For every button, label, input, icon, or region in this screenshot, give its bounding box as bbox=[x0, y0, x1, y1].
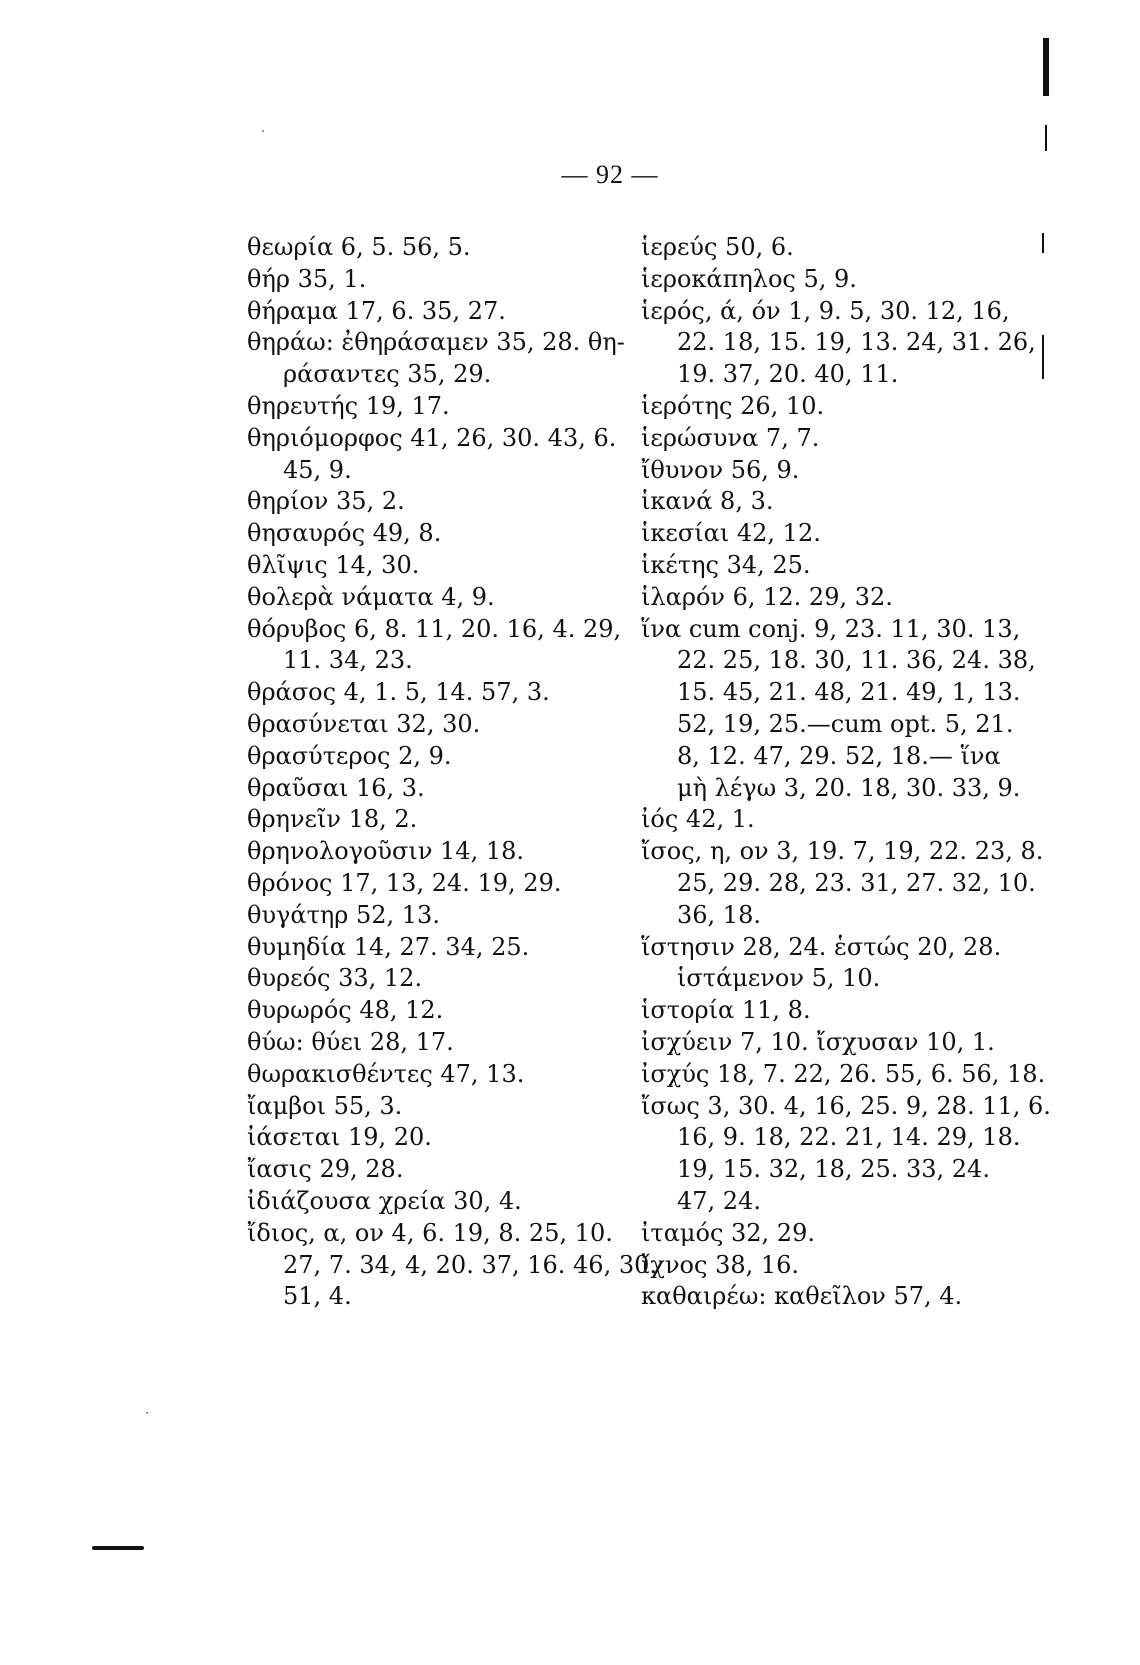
index-entry: θύω: θύει 28, 17. bbox=[247, 1027, 454, 1056]
index-entry: θρηνολογοῦσιν 14, 18. bbox=[247, 837, 524, 866]
index-entry: θηρευτής 19, 17. bbox=[247, 391, 450, 420]
index-entry: ἰδιάζουσα χρεία 30, 4. bbox=[247, 1186, 522, 1215]
index-entry: ἱερεύς 50, 6. bbox=[641, 233, 794, 261]
index-entry-continuation: 47, 24. bbox=[677, 1186, 761, 1215]
index-entry: ἴδιος, α, ον 4, 6. 19, 8. 25, 10. bbox=[247, 1218, 613, 1247]
scan-edge-mark bbox=[1042, 335, 1044, 379]
index-entry-continuation: 45, 9. bbox=[283, 455, 352, 484]
scan-edge-mark bbox=[1045, 125, 1047, 151]
index-entry: θρηνεῖν 18, 2. bbox=[247, 805, 418, 834]
index-entry-continuation: 25, 29. 28, 23. 31, 27. 32, 10. bbox=[677, 868, 1036, 897]
scan-edge-mark bbox=[1042, 233, 1044, 253]
index-entry: ἱερότης 26, 10. bbox=[641, 391, 825, 420]
index-entry-continuation: 51, 4. bbox=[283, 1282, 352, 1311]
index-entry: θραῦσαι 16, 3. bbox=[247, 773, 425, 802]
scan-speck bbox=[146, 1412, 148, 1414]
scan-dash-mark bbox=[92, 1546, 144, 1550]
index-entry: καθαιρέω: καθεῖλον 57, 4. bbox=[641, 1282, 963, 1311]
index-entry-continuation: 19, 15. 32, 18, 25. 33, 24. bbox=[677, 1155, 990, 1184]
index-entry-continuation: μὴ λέγω 3, 20. 18, 30. 33, 9. bbox=[677, 773, 1021, 802]
index-entry: θήρ 35, 1. bbox=[247, 264, 367, 293]
index-entry: θολερὰ νάματα 4, 9. bbox=[247, 582, 495, 611]
scan-edge-mark bbox=[1043, 38, 1049, 96]
index-entry-continuation: 22. 25, 18. 30, 11. 36, 24. 38, bbox=[677, 646, 1036, 675]
index-entry: ἰός 42, 1. bbox=[641, 805, 755, 834]
index-entry: θρασύτερος 2, 9. bbox=[247, 741, 452, 770]
index-entry: ἴσως 3, 30. 4, 16, 25. 9, 28. 11, 6. bbox=[641, 1091, 1051, 1120]
index-entry: ἰάσεται 19, 20. bbox=[247, 1123, 432, 1152]
index-entry: θόρυβος 6, 8. 11, 20. 16, 4. 29, bbox=[247, 614, 622, 643]
index-entry-continuation: 15. 45, 21. 48, 21. 49, 1, 13. bbox=[677, 678, 1021, 707]
index-entry: θυρεός 33, 12. bbox=[247, 964, 423, 993]
index-entry-continuation: 36, 18. bbox=[677, 900, 761, 929]
index-entry: ἱλαρόν 6, 12. 29, 32. bbox=[641, 582, 893, 611]
index-entry: θράσος 4, 1. 5, 14. 57, 3. bbox=[247, 678, 550, 707]
index-entry: θρόνος 17, 13, 24. 19, 29. bbox=[247, 868, 562, 897]
index-column-right bbox=[641, 232, 1051, 1313]
index-entry-continuation: 16, 9. 18, 22. 21, 14. 29, 18. bbox=[677, 1123, 1021, 1152]
index-entry: θλῖψις 14, 30. bbox=[247, 550, 420, 579]
index-entry: ἴθυνον 56, 9. bbox=[641, 455, 800, 484]
index-entry: ἱκανά 8, 3. bbox=[641, 487, 774, 516]
index-entry: ἰταμός 32, 29. bbox=[641, 1218, 815, 1247]
index-entry: ἰσχύειν 7, 10. ἴσχυσαν 10, 1. bbox=[641, 1027, 995, 1056]
index-column-left bbox=[247, 232, 658, 1313]
index-entry-continuation: ράσαντες 35, 29. bbox=[283, 360, 492, 389]
index-entry: ἱκέτης 34, 25. bbox=[641, 550, 811, 579]
index-entry: θησαυρός 49, 8. bbox=[247, 519, 442, 548]
index-entry: ἴσος, η, ον 3, 19. 7, 19, 22. 23, 8. bbox=[641, 837, 1044, 866]
index-entry: ἱκεσίαι 42, 12. bbox=[641, 519, 821, 548]
page-number: — 92 — bbox=[561, 160, 659, 189]
index-entry: θυρωρός 48, 12. bbox=[247, 996, 444, 1025]
index-entry: θηρίον 35, 2. bbox=[247, 487, 405, 516]
index-entry: ἵστησιν 28, 24. ἑστώς 20, 28. bbox=[641, 932, 1002, 961]
index-entry: ἱερώσυνα 7, 7. bbox=[641, 423, 820, 452]
index-entry: ἰσχύς 18, 7. 22, 26. 55, 6. 56, 18. bbox=[641, 1059, 1046, 1088]
index-entry: θρασύνεται 32, 30. bbox=[247, 709, 481, 738]
index-entry: ἱστορία 11, 8. bbox=[641, 996, 811, 1025]
index-entry: θηράω: ἐθηράσαμεν 35, 28. θη- bbox=[247, 328, 625, 357]
index-entry: ἴαμβοι 55, 3. bbox=[247, 1091, 403, 1120]
index-entry-continuation: 19. 37, 20. 40, 11. bbox=[677, 360, 899, 389]
index-entry-continuation: 27, 7. 34, 4, 20. 37, 16. 46, 30. bbox=[283, 1250, 658, 1279]
index-entry: θεωρία 6, 5. 56, 5. bbox=[247, 233, 471, 261]
index-entry: ἴχνος 38, 16. bbox=[641, 1250, 800, 1279]
index-entry: θήραμα 17, 6. 35, 27. bbox=[247, 296, 506, 325]
scan-speck bbox=[262, 130, 264, 132]
index-entry: θωρακισθέντες 47, 13. bbox=[247, 1059, 525, 1088]
index-entry: θηριόμορφος 41, 26, 30. 43, 6. bbox=[247, 423, 617, 452]
index-entry-continuation: 22. 18, 15. 19, 13. 24, 31. 26, bbox=[677, 328, 1036, 357]
index-entry-continuation: 11. 34, 23. bbox=[283, 646, 413, 675]
index-entry-continuation: 8, 12. 47, 29. 52, 18.— ἵνα bbox=[677, 741, 1001, 770]
index-entry-continuation: 52, 19, 25.—cum opt. 5, 21. bbox=[677, 709, 1014, 738]
index-entry: ἴασις 29, 28. bbox=[247, 1155, 404, 1184]
index-entry-continuation: ἱστάμενον 5, 10. bbox=[677, 964, 881, 993]
index-entry: ἵνα cum conj. 9, 23. 11, 30. 13, bbox=[641, 614, 1021, 643]
index-entry: ἱεροκάπηλος 5, 9. bbox=[641, 264, 857, 293]
index-entry: ἱερός, ά, όν 1, 9. 5, 30. 12, 16, bbox=[641, 296, 1010, 325]
index-entry: θυγάτηρ 52, 13. bbox=[247, 900, 440, 929]
index-entry: θυμηδία 14, 27. 34, 25. bbox=[247, 932, 530, 961]
